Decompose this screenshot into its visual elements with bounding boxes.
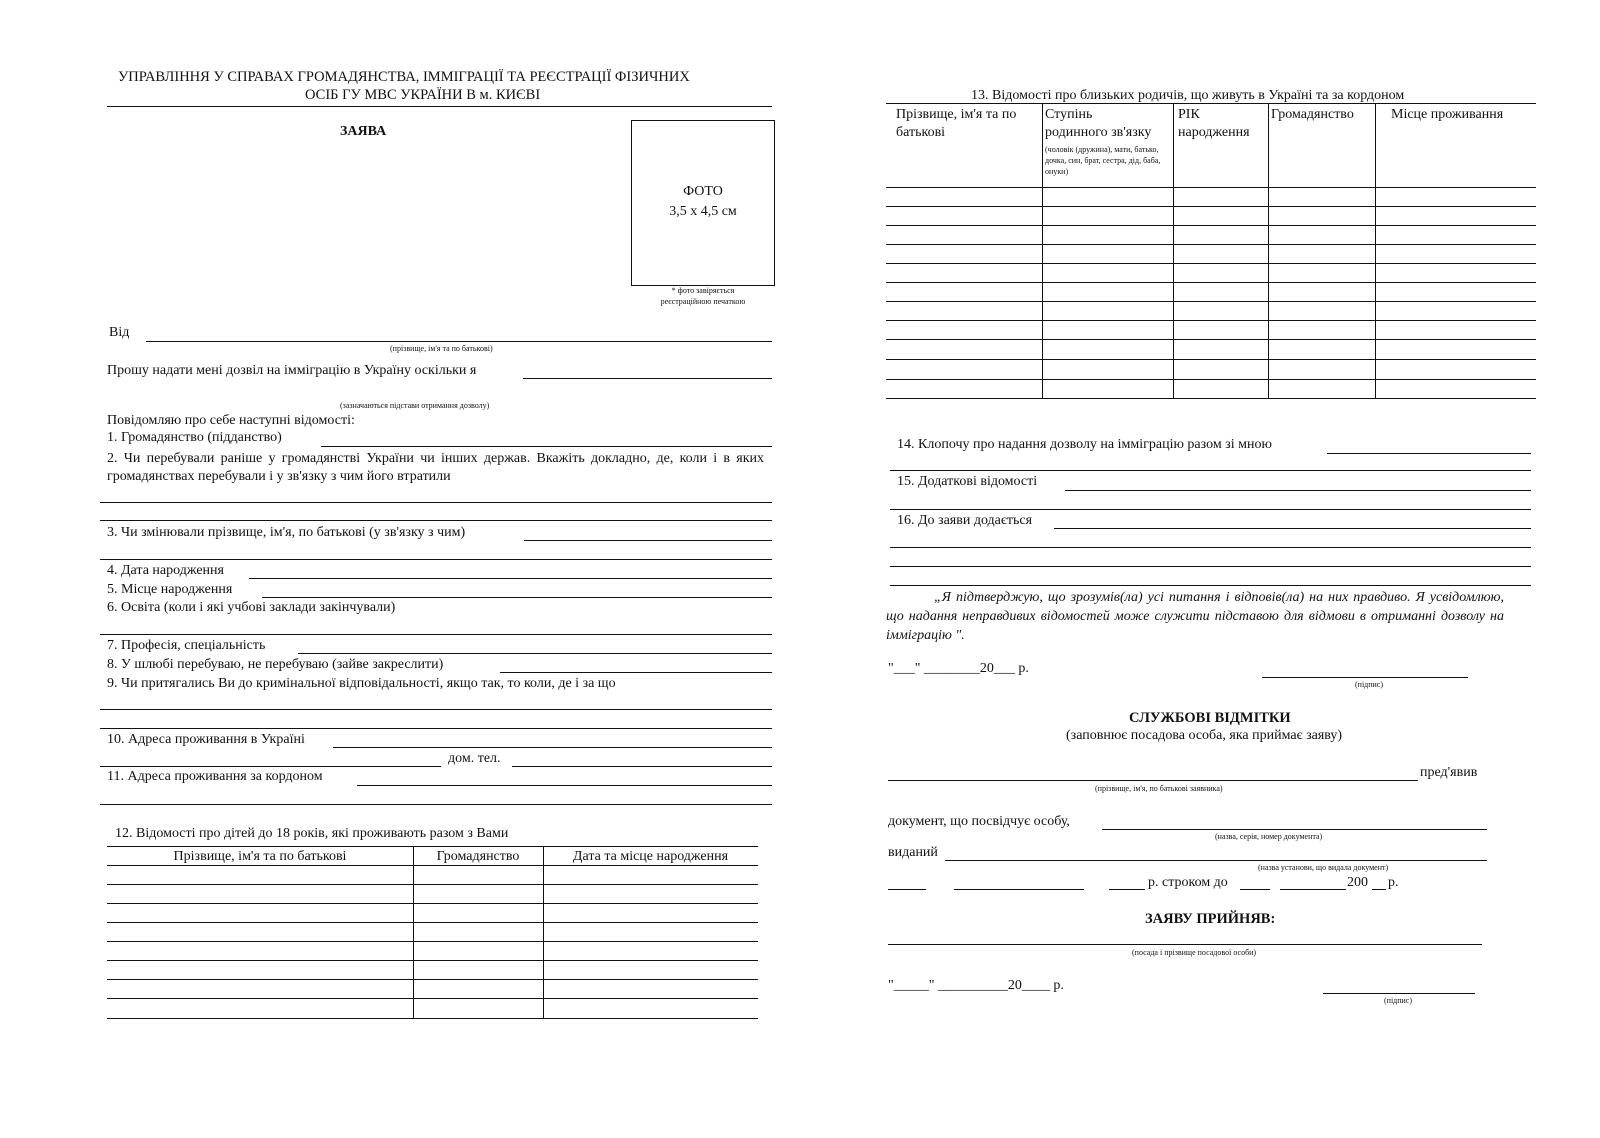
q1-field[interactable] (321, 446, 772, 447)
header-underline (107, 106, 772, 107)
q13-label: 13. Відомості про близьких родичів, що живуть в Україні та за кордоном (971, 88, 1405, 103)
q9-field-2[interactable] (100, 728, 772, 729)
q3-field-2[interactable] (100, 559, 772, 560)
q15-field-1[interactable] (1065, 490, 1531, 491)
declaration-text: „Я підтверджую, що зрозумів(ла) усі питання і відповів(ла) на них правдиво. Я усвідомлюю, що надання неправдивих відомостей може служити підставою для відмови в отриманні дозволу на імміграцію ". (886, 590, 1504, 643)
official-field[interactable] (888, 944, 1482, 945)
q16-label: 16. До заяви додається (897, 513, 1033, 528)
phone-field[interactable] (512, 766, 772, 767)
q14-field-2[interactable] (890, 470, 1531, 471)
relatives-header-residence: Місце проживання (1391, 107, 1504, 122)
signature-hint: (підпис) (1355, 680, 1384, 689)
issued-field[interactable] (945, 860, 1487, 861)
relatives-header-year-1: РІК (1178, 107, 1200, 122)
photo-box (631, 120, 775, 286)
q4-label: 4. Дата народження (107, 563, 224, 578)
q10-field-2[interactable] (100, 766, 441, 767)
presented-label: пред'явив (1420, 765, 1478, 780)
table-row[interactable] (886, 282, 1536, 283)
q16-field-4[interactable] (890, 585, 1531, 586)
from-label: Від (109, 325, 130, 340)
q11-field-2[interactable] (100, 804, 772, 805)
table-row[interactable] (107, 865, 758, 866)
from-field[interactable] (146, 341, 772, 342)
official-subtitle: (заповнює посадова особа, яка приймає заяву) (1066, 728, 1343, 743)
q15-label: 15. Додаткові відомості (897, 474, 1038, 489)
table-row[interactable] (107, 884, 758, 885)
intro-text: Повідомляю про себе наступні відомості: (107, 413, 355, 428)
photo-label: ФОТО (683, 184, 723, 199)
signature-field-2[interactable] (1323, 993, 1475, 994)
relatives-col-sep-4 (1375, 103, 1376, 399)
request-field[interactable] (523, 378, 772, 379)
request-text: Прошу надати мені дозвіл на імміграцію в Україну оскільки я (107, 363, 477, 378)
official-title: СЛУЖБОВІ ВІДМІТКИ (1129, 710, 1291, 726)
relatives-table-top (886, 103, 1536, 104)
date-line: "___" ________20___ р. (888, 661, 1029, 676)
q2-field-1[interactable] (100, 502, 772, 503)
id-doc-field[interactable] (1102, 829, 1487, 830)
q16-field-2[interactable] (890, 547, 1531, 548)
q2-field-2[interactable] (100, 520, 772, 521)
q8-field[interactable] (500, 672, 772, 673)
q15-field-2[interactable] (890, 509, 1531, 510)
relatives-table (886, 103, 1536, 399)
signature-hint-2: (підпис) (1384, 996, 1413, 1005)
children-col-sep-1 (413, 846, 414, 1019)
q10-field-1[interactable] (333, 747, 772, 748)
table-row[interactable] (886, 320, 1536, 321)
term-year-suffix: р. (1388, 875, 1399, 890)
children-table-top (107, 846, 758, 847)
signature-field[interactable] (1262, 677, 1468, 678)
relatives-header-year-2: народження (1178, 125, 1250, 140)
term-field-2[interactable] (954, 889, 1084, 890)
q14-field-1[interactable] (1327, 453, 1531, 454)
photo-size: 3,5 х 4,5 см (669, 204, 737, 219)
id-doc-hint: (назва, серія, номер документа) (1215, 832, 1323, 841)
from-hint: (прізвище, ім'я та по батькові) (390, 344, 493, 353)
applicant-field[interactable] (888, 780, 1418, 781)
relatives-header-relation-2: родинного зв'язку (1045, 125, 1152, 140)
children-header-birth: Дата та місце народження (572, 849, 729, 864)
term-year: 200 (1347, 875, 1368, 890)
q16-field-3[interactable] (890, 566, 1531, 567)
relatives-header-relation-note: (чоловік (дружина), мати, батько, дочка, син, брат, сестра, дід, баба, онуки) (1045, 145, 1161, 176)
q11-label: 11. Адреса проживання за кордоном (107, 769, 323, 784)
relatives-header-citizenship: Громадянство (1271, 107, 1354, 122)
relatives-header-name-2: батькові (896, 125, 946, 140)
table-row[interactable] (886, 244, 1536, 245)
table-row[interactable] (107, 979, 758, 980)
accepted-title: ЗАЯВУ ПРИЙНЯВ: (1145, 911, 1276, 927)
photo-note-1: * фото завіряється (671, 286, 735, 295)
id-doc-label: документ, що посвідчує особу, (888, 814, 1070, 829)
photo-note-2: реєстраційною печаткою (660, 297, 746, 306)
issued-hint: (назва установи, що видала документ) (1258, 863, 1389, 872)
q16-field-1[interactable] (1054, 528, 1531, 529)
children-header-citizenship: Громадянство (436, 849, 520, 864)
relatives-col-sep-2 (1173, 103, 1174, 399)
q7-field[interactable] (298, 653, 772, 654)
term-field-3[interactable] (1109, 889, 1145, 890)
table-row[interactable] (886, 301, 1536, 302)
relatives-col-sep-1 (1042, 103, 1043, 399)
q3-field-1[interactable] (524, 540, 772, 541)
q9-label: 9. Чи притягались Ви до кримінальної відповідальності, якщо так, то коли, де і за що (107, 676, 616, 691)
q2-label: 2. Чи перебували раніше у громадянстві України чи інших держав. Вкажіть докладно, де, коли і в яких громадянствах перебували і у зв'язку з чим його втратили (107, 451, 764, 484)
term-field-5[interactable] (1280, 889, 1346, 890)
table-row[interactable] (886, 398, 1536, 399)
q10-label: 10. Адреса проживання в Україні (107, 732, 305, 747)
applicant-hint: (прізвище, ім'я, по батькові заявника) (1095, 784, 1223, 793)
table-row[interactable] (886, 379, 1536, 380)
q1-label: 1. Громадянство (підданство) (107, 430, 282, 445)
table-row[interactable] (886, 187, 1536, 188)
q12-label: 12. Відомості про дітей до 18 років, які проживають разом з Вами (115, 826, 509, 841)
q5-field[interactable] (262, 597, 772, 598)
table-row[interactable] (107, 941, 758, 942)
children-col-sep-2 (543, 846, 544, 1019)
table-row[interactable] (107, 1018, 758, 1019)
q11-field-1[interactable] (357, 785, 772, 786)
q7-label: 7. Професія, спеціальність (107, 638, 266, 653)
table-row[interactable] (886, 206, 1536, 207)
q9-field-1[interactable] (100, 709, 772, 710)
q6-field[interactable] (100, 634, 772, 635)
term-text: р. строком до (1148, 875, 1228, 890)
q4-field[interactable] (249, 578, 772, 579)
date-line-2: "_____" __________20____ р. (888, 978, 1064, 993)
issued-label: виданий (888, 845, 938, 860)
term-field-1[interactable] (888, 889, 926, 890)
table-row[interactable] (886, 339, 1536, 340)
phone-label: дом. тел. (448, 751, 501, 766)
header-line-2: ОСІБ ГУ МВС УКРАЇНИ В м. КИЄВІ (305, 87, 541, 103)
relatives-header-relation-1: Ступінь (1045, 107, 1093, 122)
table-row[interactable] (107, 922, 758, 923)
children-table (107, 846, 758, 1019)
form-title: ЗАЯВА (340, 124, 387, 139)
term-field-4[interactable] (1240, 889, 1270, 890)
table-row[interactable] (107, 998, 758, 999)
table-row[interactable] (107, 903, 758, 904)
request-hint: (зазначаються підстави отримання дозволу) (340, 401, 490, 410)
relatives-header-name-1: Прізвище, ім'я та по (896, 107, 1017, 122)
header-line-1: УПРАВЛІННЯ У СПРАВАХ ГРОМАДЯНСТВА, ІММІГРАЦІЇ ТА РЕЄСТРАЦІЇ ФІЗИЧНИХ (118, 69, 690, 85)
request-field-2[interactable] (100, 397, 772, 398)
official-hint: (посада і прізвище посадової особи) (1132, 948, 1257, 957)
term-field-6[interactable] (1372, 889, 1386, 890)
children-header-name: Прізвище, ім'я та по батькові (173, 849, 347, 864)
table-row[interactable] (886, 359, 1536, 360)
q8-label: 8. У шлюбі перебуваю, не перебуваю (зайве закреслити) (107, 657, 444, 672)
table-row[interactable] (886, 263, 1536, 264)
table-row[interactable] (886, 225, 1536, 226)
q14-label: 14. Клопочу про надання дозволу на імміграцію разом зі мною (897, 437, 1272, 452)
table-row[interactable] (107, 960, 758, 961)
q6-label: 6. Освіта (коли і які учбові заклади закінчували) (107, 600, 396, 615)
q5-label: 5. Місце народження (107, 582, 233, 597)
q3-label: 3. Чи змінювали прізвище, ім'я, по батькові (у зв'язку з чим) (107, 525, 466, 540)
relatives-col-sep-3 (1268, 103, 1269, 399)
